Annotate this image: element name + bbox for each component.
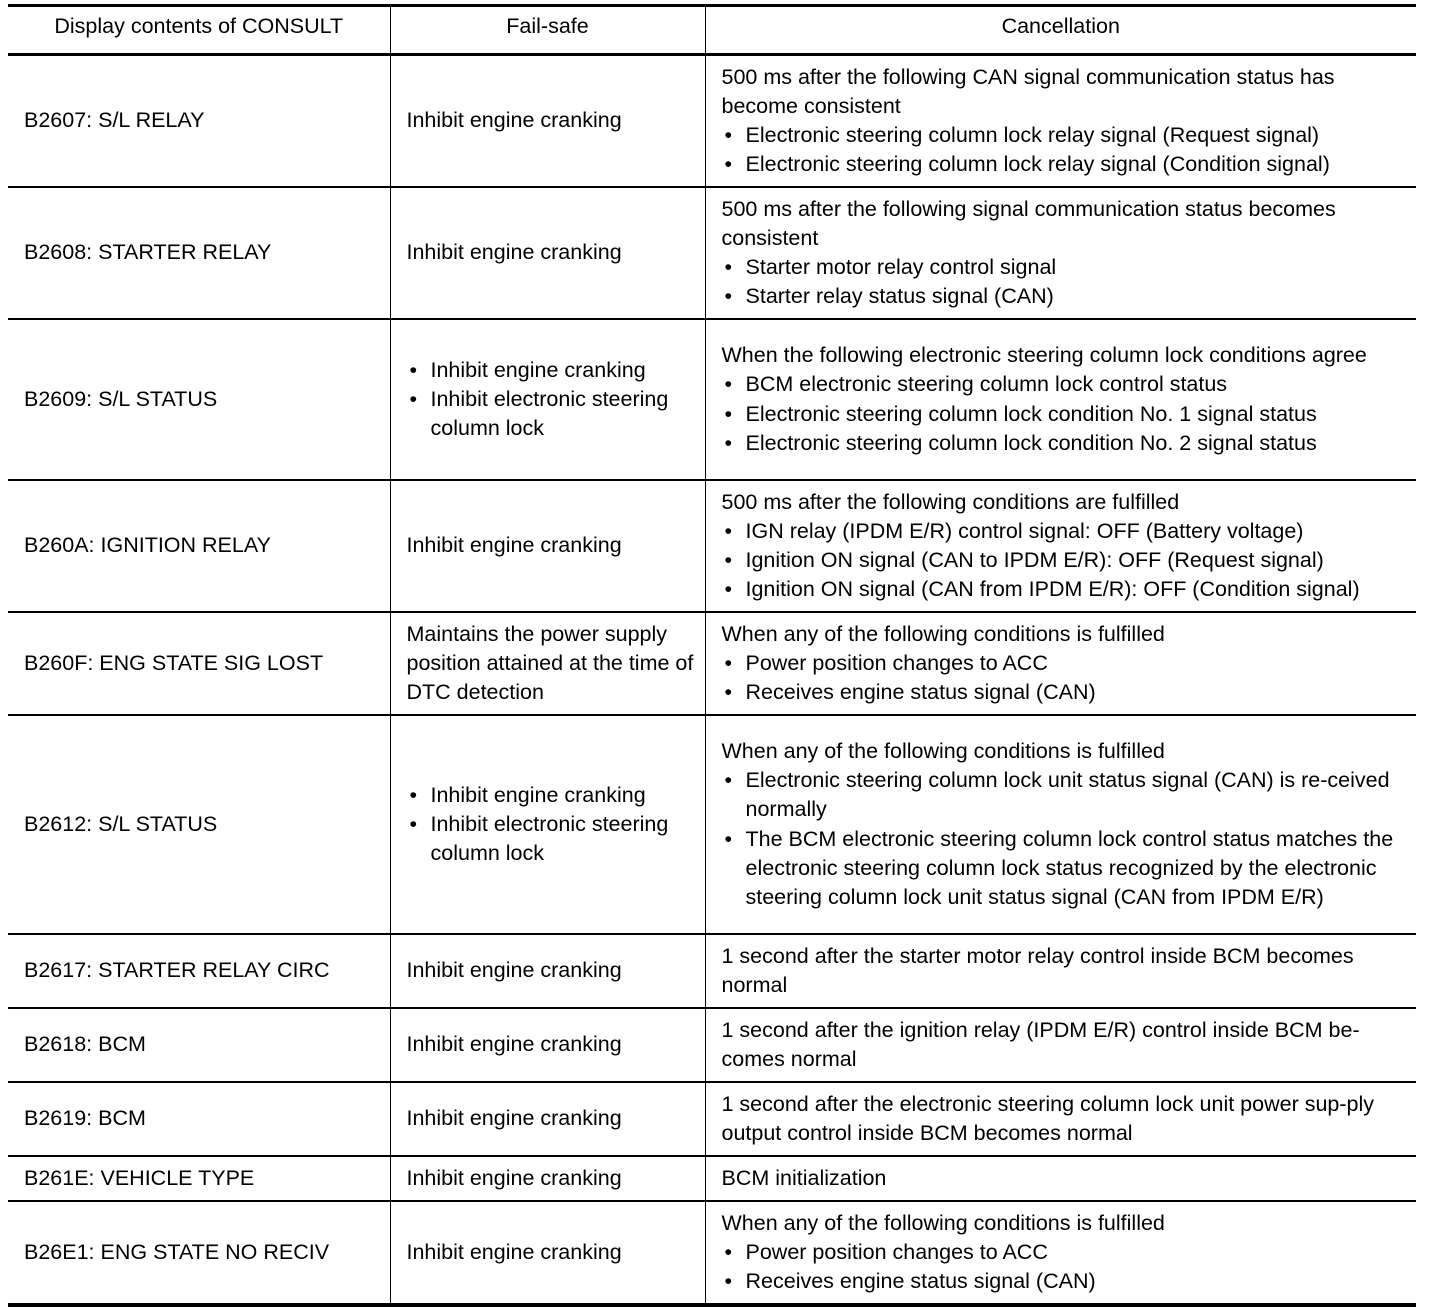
- cell-code: B260A: IGNITION RELAY: [8, 480, 390, 612]
- cell-cancellation: [705, 715, 1416, 934]
- list-item: • Inhibit engine cranking: [407, 356, 697, 385]
- cell-cancellation: [705, 612, 1416, 715]
- list-item: • The BCM electronic steering column lock control status matches the electronic steering column lock status recognized by the electronic steering column lock unit status signal (CAN from IPDM E/R): [722, 825, 1409, 913]
- list-item: • Electronic steering column lock relay signal (Request signal): [722, 121, 1409, 150]
- cell-failsafe: Maintains the power supply position attained at the time of DTC detection: [390, 612, 705, 715]
- table-row: [8, 1156, 1416, 1201]
- cell-code: B2607: S/L RELAY: [8, 55, 390, 188]
- cell-cancellation: 1 second after the electronic steering column lock unit power sup-ply output control inside BCM becomes normal: [705, 1082, 1416, 1156]
- table-header-row: [8, 6, 1416, 55]
- header-display-contents: Display contents of CONSULT: [8, 6, 390, 55]
- list-item: • Starter relay status signal (CAN): [722, 282, 1409, 311]
- cancellation-text: 500 ms after the following signal communication status becomes consistent: [721, 196, 1336, 250]
- list-item: • Receives engine status signal (CAN): [722, 678, 1409, 707]
- cell-code: B2618: BCM: [8, 1008, 390, 1082]
- list-item: • Ignition ON signal (CAN from IPDM E/R): OFF (Condition signal): [722, 575, 1409, 604]
- cell-failsafe: Inhibit engine cranking: [390, 1082, 705, 1156]
- cell-cancellation: [705, 1201, 1416, 1305]
- list-item: • BCM electronic steering column lock control status: [722, 370, 1409, 399]
- cell-cancellation: BCM initialization: [705, 1156, 1416, 1201]
- list-item: • Power position changes to ACC: [722, 649, 1409, 678]
- cell-cancellation: 1 second after the ignition relay (IPDM E/R) control inside BCM be-comes normal: [705, 1008, 1416, 1082]
- list-item: • Inhibit electronic steering column lock: [407, 810, 697, 868]
- cell-cancellation: [705, 55, 1416, 188]
- cell-failsafe: Inhibit engine cranking: [390, 480, 705, 612]
- table-row: [8, 1201, 1416, 1305]
- table-row: [8, 55, 1416, 188]
- list-item: • Electronic steering column lock relay signal (Condition signal): [722, 150, 1409, 179]
- cell-cancellation: 1 second after the starter motor relay control inside BCM becomes normal: [705, 934, 1416, 1008]
- table-row: [8, 187, 1416, 319]
- table-row: [8, 1082, 1416, 1156]
- cancellation-text: When the following electronic steering column lock conditions agree: [721, 343, 1367, 368]
- cell-failsafe: [390, 319, 705, 480]
- cancellation-list: [722, 517, 1409, 605]
- cell-cancellation: [705, 187, 1416, 319]
- cell-code: B2612: S/L STATUS: [8, 715, 390, 934]
- document-page: [8, 4, 1416, 1307]
- list-item: • Starter motor relay control signal: [722, 253, 1409, 282]
- list-item: • Inhibit electronic steering column lock: [407, 385, 697, 443]
- cell-failsafe: [390, 715, 705, 934]
- cell-code: B2609: S/L STATUS: [8, 319, 390, 480]
- cell-code: B261E: VEHICLE TYPE: [8, 1156, 390, 1201]
- failsafe-list: [407, 356, 697, 444]
- cell-code: B26E1: ENG STATE NO RECIV: [8, 1201, 390, 1305]
- cell-failsafe: Inhibit engine cranking: [390, 934, 705, 1008]
- cancellation-list: [722, 370, 1409, 458]
- list-item: • Electronic steering column lock unit status signal (CAN) is re-ceived normally: [722, 766, 1409, 824]
- cancellation-text: 500 ms after the following CAN signal communication status has become consistent: [721, 64, 1335, 118]
- list-item: • Electronic steering column lock condition No. 2 signal status: [722, 429, 1409, 458]
- cancellation-list: [722, 649, 1409, 707]
- cancellation-text: 500 ms after the following conditions are fulfilled: [721, 489, 1180, 514]
- cell-code: B2608: STARTER RELAY: [8, 187, 390, 319]
- header-cancellation: Cancellation: [705, 6, 1416, 55]
- list-item: • IGN relay (IPDM E/R) control signal: OFF (Battery voltage): [722, 517, 1409, 546]
- cell-failsafe: Inhibit engine cranking: [390, 55, 705, 188]
- cancellation-list: [722, 121, 1409, 179]
- table-row: [8, 715, 1416, 934]
- list-item: • Receives engine status signal (CAN): [722, 1267, 1409, 1296]
- table-row: [8, 319, 1416, 480]
- cell-failsafe: Inhibit engine cranking: [390, 1201, 705, 1305]
- failsafe-list: [407, 781, 697, 869]
- list-item: • Ignition ON signal (CAN to IPDM E/R): OFF (Request signal): [722, 546, 1409, 575]
- cell-failsafe: Inhibit engine cranking: [390, 1008, 705, 1082]
- cell-code: B2617: STARTER RELAY CIRC: [8, 934, 390, 1008]
- cancellation-text: When any of the following conditions is fulfilled: [721, 621, 1165, 646]
- list-item: • Power position changes to ACC: [722, 1238, 1409, 1267]
- list-item: • Electronic steering column lock condition No. 1 signal status: [722, 400, 1409, 429]
- cell-cancellation: [705, 480, 1416, 612]
- cell-cancellation: [705, 319, 1416, 480]
- list-item: • Inhibit engine cranking: [407, 781, 697, 810]
- cell-failsafe: Inhibit engine cranking: [390, 1156, 705, 1201]
- header-fail-safe: Fail-safe: [390, 6, 705, 55]
- failsafe-table: [8, 4, 1416, 1307]
- cancellation-list: [722, 253, 1409, 311]
- table-row: [8, 612, 1416, 715]
- cancellation-list: [722, 766, 1409, 912]
- cancellation-text: When any of the following conditions is fulfilled: [721, 1210, 1165, 1235]
- cell-failsafe: Inhibit engine cranking: [390, 187, 705, 319]
- table-row: [8, 480, 1416, 612]
- cancellation-text: When any of the following conditions is fulfilled: [721, 738, 1165, 763]
- cell-code: B2619: BCM: [8, 1082, 390, 1156]
- cell-code: B260F: ENG STATE SIG LOST: [8, 612, 390, 715]
- table-row: [8, 934, 1416, 1008]
- cancellation-list: [722, 1238, 1409, 1296]
- table-row: [8, 1008, 1416, 1082]
